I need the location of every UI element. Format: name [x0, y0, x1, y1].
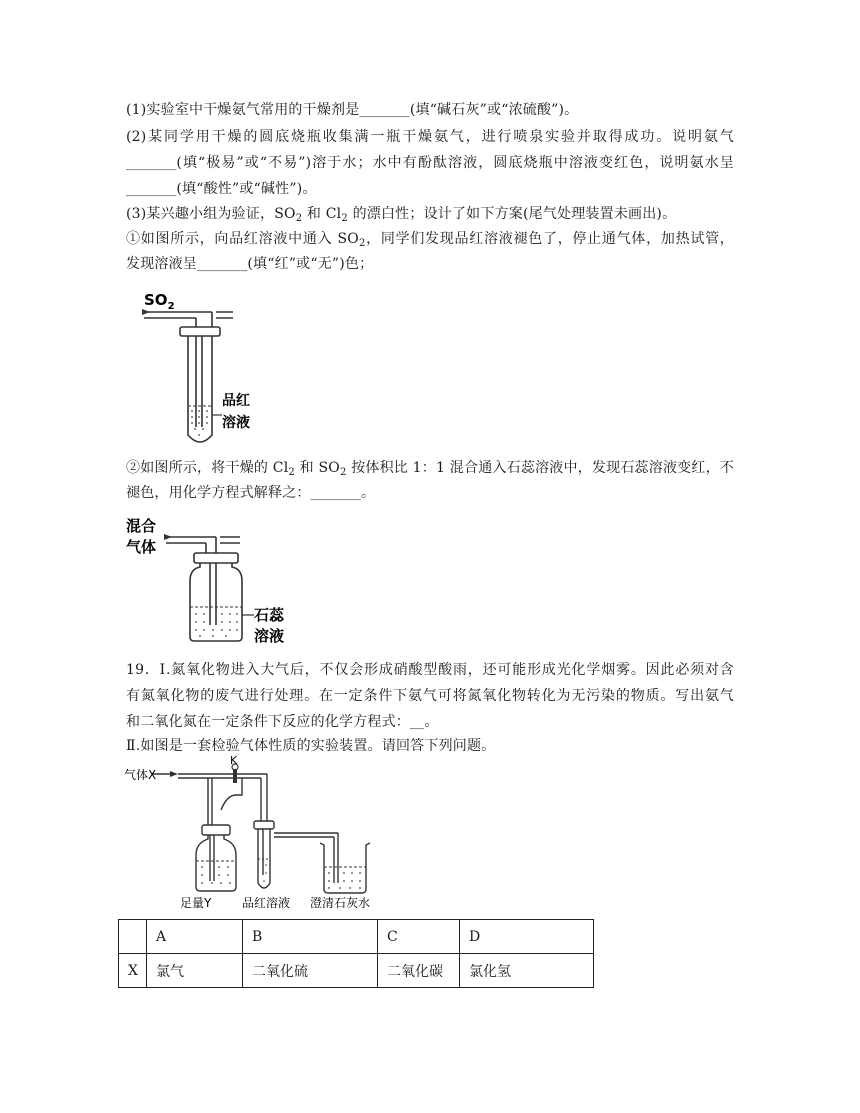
bottle-figure	[124, 513, 304, 648]
table-cell: X	[119, 954, 147, 988]
q18-item2-text: ②如图所示，将干燥的 Cl	[126, 460, 289, 476]
table-row	[119, 954, 594, 988]
q18-part2-line3: _______(填“酸性”或“碱性”)。	[126, 181, 317, 197]
q18-part3-text: 和 Cl	[302, 206, 342, 222]
gas-x-label: 气体X	[124, 768, 157, 782]
arrow-icon	[164, 534, 172, 540]
table-cell: 氯气	[147, 954, 243, 988]
so2-label: $SO_2$	[144, 291, 175, 312]
table-cell: D	[460, 920, 594, 954]
q18-item2-text: 和 SO	[294, 460, 340, 476]
arrow-icon	[170, 771, 178, 777]
subscript: 2	[288, 467, 295, 478]
test-tube-figure	[130, 287, 270, 452]
pinkred-solution-label: 品红溶液	[242, 896, 291, 910]
arrow-icon	[142, 309, 150, 315]
mixed-gas-label-1: 混合	[126, 517, 157, 535]
subscript: 2	[359, 238, 366, 249]
q18-item1-line2: 发现溶液呈_______(填“红”或“无”)色；	[126, 256, 374, 272]
table-cell: B	[243, 920, 378, 954]
q18-item2-line1	[126, 459, 734, 477]
valve-k-label: K	[230, 755, 238, 767]
sufficient-y-label: 足量Y	[180, 896, 212, 910]
table-cell: 二氧化硫	[243, 954, 378, 988]
q18-item2-text: 按体积比 1：1 混合通入石蕊溶液中，发现石蕊溶液变红，不	[346, 460, 735, 476]
mixed-gas-label-2: 气体	[126, 538, 157, 556]
litmus-label: 石蕊	[254, 606, 285, 624]
q18-part3	[126, 205, 676, 223]
table-cell: A	[147, 920, 243, 954]
q18-part2-line1: (2)某同学用干燥的圆底烧瓶收集满一瓶干燥氨气，进行喷泉实验并取得成功。说明氨气	[126, 129, 734, 145]
table-header-row	[119, 920, 594, 954]
apparatus-figure	[124, 755, 404, 915]
table-cell: C	[378, 920, 460, 954]
q18-part3-text: (3)某兴趣小组为验证，SO	[126, 206, 296, 222]
options-table	[118, 919, 594, 988]
subscript: 2	[339, 467, 347, 478]
q19-line1: 19．Ⅰ.氮氧化物进入大气后，不仅会形成硝酸型酸雨，还可能形成光化学烟雾。因此必须对含	[126, 662, 734, 678]
q19-line2: 有氮氧化物的废气进行处理。在一定条件下氨气可将氮氧化物转化为无污染的物质。写出氨气	[126, 688, 734, 704]
table-cell: 二氧化碳	[378, 954, 460, 988]
limewater-label: 澄清石灰水	[310, 896, 371, 910]
table-cell: 氯化氢	[460, 954, 594, 988]
q18-item1-text: ①如图所示，向品红溶液中通入 SO	[126, 231, 359, 247]
q19-line3: 和二氧化氮在一定条件下反应的化学方程式：__。	[126, 714, 439, 730]
table-cell	[119, 920, 147, 954]
q18-item1-line1	[126, 230, 734, 248]
solution-label: 溶液	[222, 415, 250, 431]
q18-part3-text: 的漂白性；设计了如下方案(尾气处理装置未画出)。	[347, 206, 677, 222]
pinkred-label: 品红	[222, 393, 250, 409]
q18-item2-line2: 褪色，用化学方程式解释之：_______。	[126, 485, 376, 501]
q18-item1-text: ，同学们发现品红溶液褪色了，停止通气体，加热试管，	[365, 231, 735, 247]
subscript: 2	[295, 213, 303, 224]
q19-line4: Ⅱ.如图是一套检验气体性质的实验装置。请回答下列问题。	[126, 738, 496, 754]
q18-part2-line2: _______(填“极易”或“不易”)溶于水；水中有酚酞溶液，圆底烧瓶中溶液变红色，说明氨水呈	[126, 155, 734, 171]
q18-part1: (1)实验室中干燥氨气常用的干燥剂是_______(填“碱石灰”或“浓硫酸”)。	[126, 102, 579, 118]
litmus-solution-label: 溶液	[254, 627, 285, 645]
subscript: 2	[341, 213, 348, 224]
